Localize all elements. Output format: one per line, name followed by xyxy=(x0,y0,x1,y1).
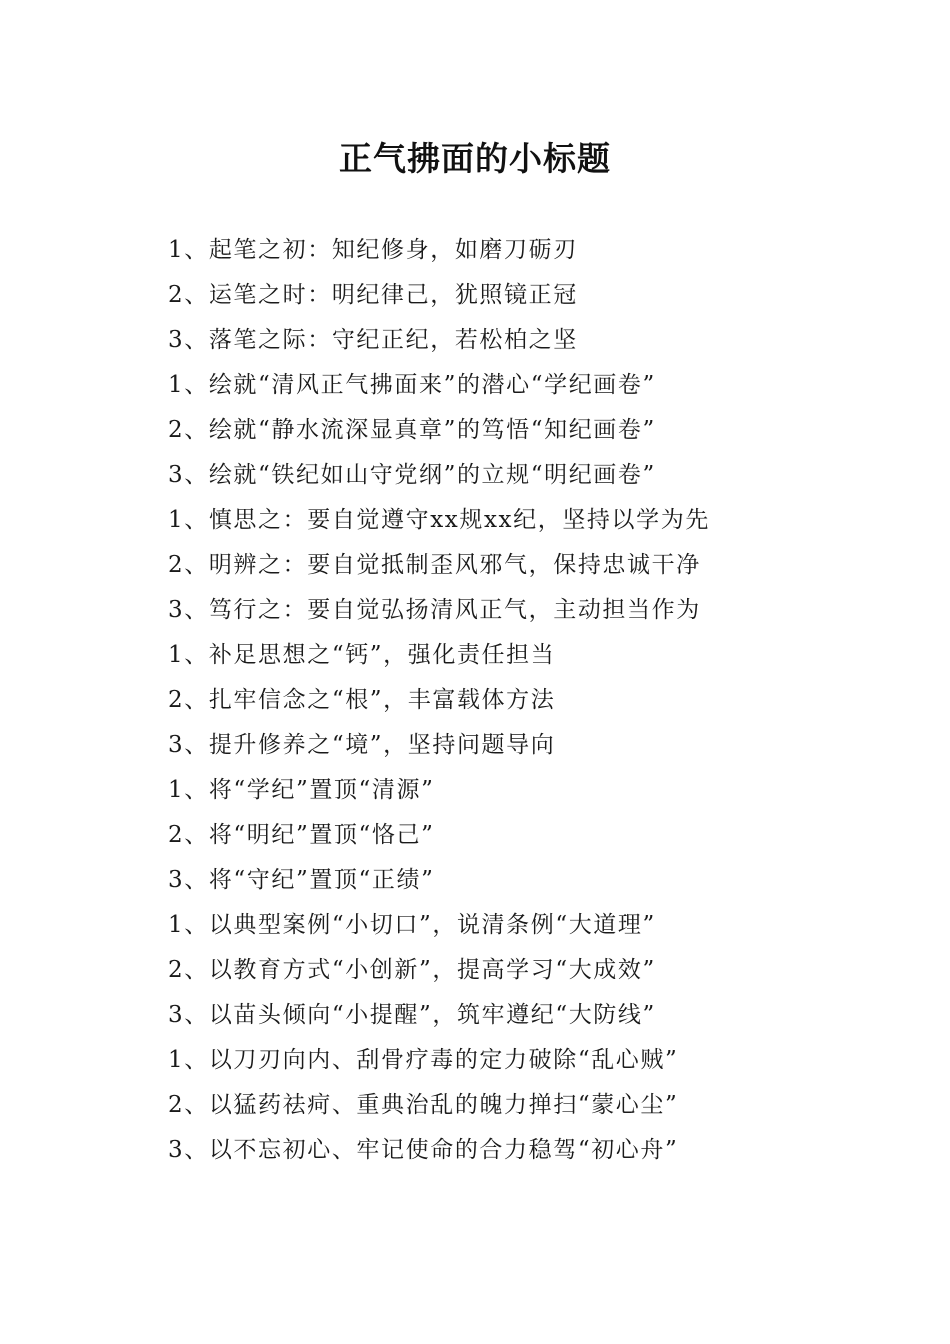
list-item: 2、以教育方式“小创新”，提高学习“大成效” xyxy=(168,957,656,983)
list-item: 3、提升修养之“境”，坚持问题导向 xyxy=(168,732,556,758)
list-item: 1、绘就“清风正气拂面来”的潜心“学纪画卷” xyxy=(168,372,656,398)
list-item: 1、补足思想之“钙”，强化责任担当 xyxy=(168,642,556,668)
list-item: 1、以刀刃向内、刮骨疗毒的定力破除“乱心贼” xyxy=(168,1047,679,1073)
list-item: 1、以典型案例“小切口”，说清条例“大道理” xyxy=(168,912,656,938)
list-item: 2、扎牢信念之“根”，丰富载体方法 xyxy=(168,687,556,713)
heading-list xyxy=(168,228,908,1173)
list-item: 2、绘就“静水流深显真章”的笃悟“知纪画卷” xyxy=(168,417,656,443)
list-item: 1、起笔之初：知纪修身，如磨刀砺刃 xyxy=(168,237,578,263)
document-title: 正气拂面的小标题 xyxy=(339,139,611,178)
list-item: 2、将“明纪”置顶“恪己” xyxy=(168,822,435,848)
list-item: 1、慎思之：要自觉遵守xx规xx纪，坚持以学为先 xyxy=(168,507,710,533)
list-item: 2、运笔之时：明纪律己，犹照镜正冠 xyxy=(168,282,578,308)
list-item: 3、笃行之：要自觉弘扬清风正气，主动担当作为 xyxy=(168,597,701,623)
list-item: 3、落笔之际：守纪正纪，若松柏之坚 xyxy=(168,327,578,353)
list-item: 3、将“守纪”置顶“正绩” xyxy=(168,867,435,893)
list-item: 2、明辨之：要自觉抵制歪风邪气，保持忠诚干净 xyxy=(168,552,701,578)
list-item: 3、以不忘初心、牢记使命的合力稳驾“初心舟” xyxy=(168,1137,679,1163)
list-item: 3、以苗头倾向“小提醒”，筑牢遵纪“大防线” xyxy=(168,1002,656,1028)
list-item: 1、将“学纪”置顶“清源” xyxy=(168,777,435,803)
list-item: 2、以猛药祛疴、重典治乱的魄力掸扫“蒙心尘” xyxy=(168,1092,679,1118)
list-item: 3、绘就“铁纪如山守党纲”的立规“明纪画卷” xyxy=(168,462,656,488)
